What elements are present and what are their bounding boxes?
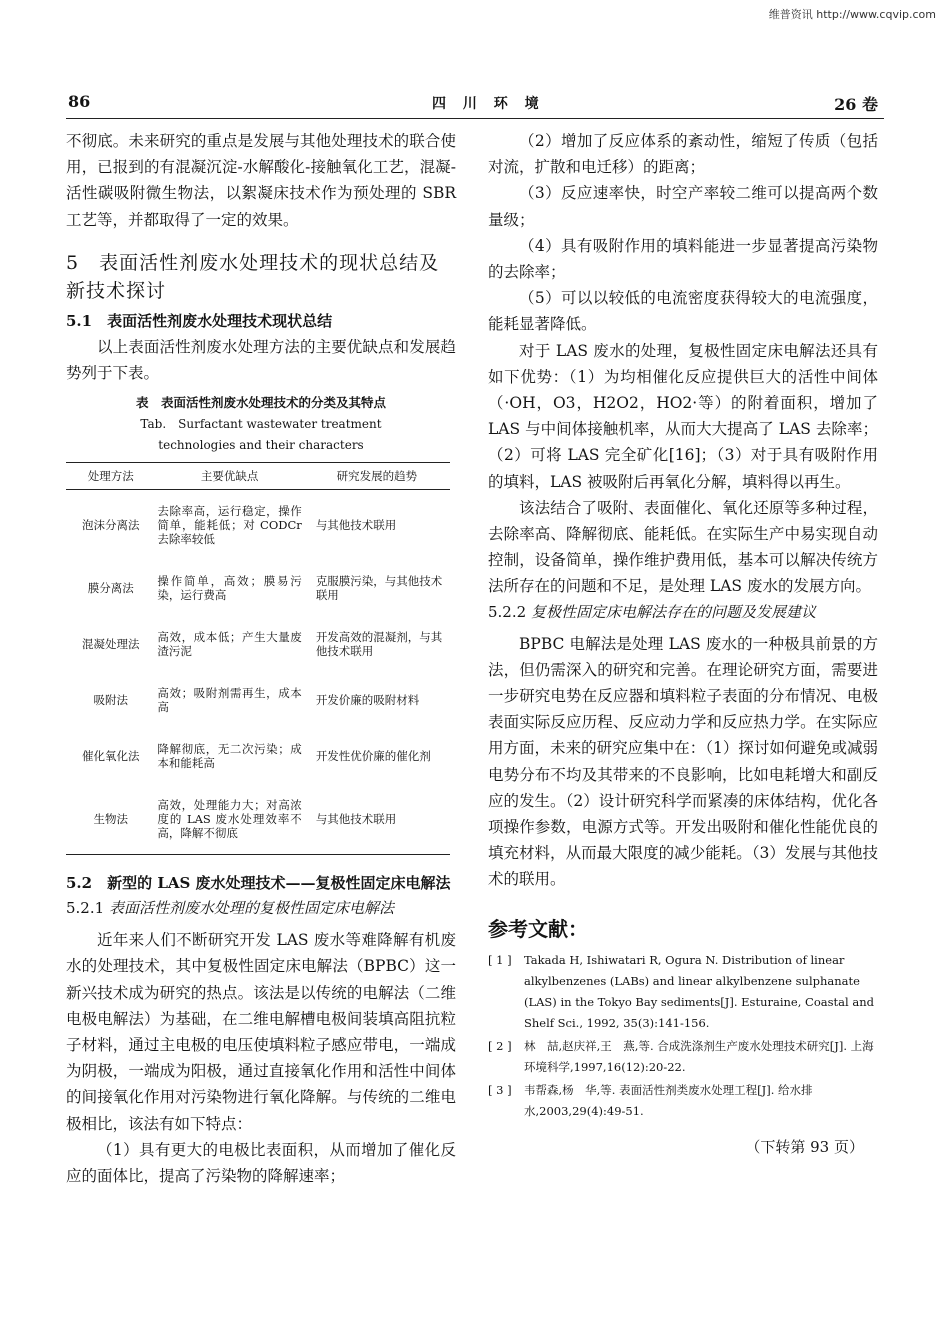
right-column xyxy=(488,128,878,1157)
table-row xyxy=(66,672,450,728)
reference-text: 韦帮森,杨 华,等. 表面活性剂类废水处理工程[J]. 给水排水,2003,29(4):49-51. xyxy=(524,1082,813,1118)
table-row xyxy=(66,616,450,672)
header-rule xyxy=(66,118,884,119)
reference-item xyxy=(488,1080,878,1122)
reference-item xyxy=(488,950,878,1034)
section-5-title: 5 表面活性剂废水处理技术的现状总结及新技术探讨 xyxy=(66,251,440,302)
feature-4: （4）具有吸附作用的填料能进一步显著提高污染物的去除率； xyxy=(488,236,878,282)
section-5-2-title: 5.2 新型的 LAS 废水处理技术——复极性固定床电解法 xyxy=(66,874,451,893)
page-number: 86 xyxy=(68,92,91,111)
section-5-2-1-title xyxy=(66,896,456,921)
feature-3: （3）反应速率快，时空产率较二维可以提高两个数量级； xyxy=(488,184,878,229)
table-cell-method: 混凝处理法 xyxy=(81,637,140,652)
reference-text: Takada H, Ishiwatari R, Ogura N. Distribution of linear alkylbenzenes (LABs) and linear alkylbenzene sulphanate (LAS) in the Tokyo Bay sediments[J]. Esturaine, Coastal and Shelf Sci., 1992, 35(3):141-156. xyxy=(524,952,874,1030)
table-cell-method: 泡沫分离法 xyxy=(81,518,140,533)
table-cell-pros-cons: 高效；吸附剂需再生，成本高 xyxy=(157,686,302,715)
journal-name: 四 川 环 境 xyxy=(432,96,545,112)
table-caption-en-2: technologies and their characters xyxy=(158,438,364,453)
table-cell-pros-cons: 去除率高，运行稳定，操作简单，能耗低；对 CODCr 去除率较低 xyxy=(157,504,302,547)
table-cell-trend: 开发性优价廉的催化剂 xyxy=(315,749,431,764)
reference-number: [ 1 ] xyxy=(488,952,512,967)
section-5-2-2-title xyxy=(488,600,878,625)
table-cell-trend: 开发高效的混凝剂，与其他技术联用 xyxy=(315,630,443,659)
volume-label: 26 卷 xyxy=(834,95,878,114)
table-cell-pros-cons: 高效，成本低；产生大量废渣污泥 xyxy=(157,630,302,659)
table-cell-method: 膜分离法 xyxy=(87,581,134,596)
table-row xyxy=(66,728,450,784)
table-caption-en-1: Tab. Surfactant wastewater treatment xyxy=(140,417,382,432)
table-cell-method: 吸附法 xyxy=(93,693,128,708)
table-header: 研究发展的趋势 xyxy=(304,463,450,490)
table-row xyxy=(66,490,450,561)
reference-text: 林 喆,赵庆祥,王 燕,等. 合成洗涤剂生产废水处理技术研究[J]. 上海环境科学,1997,16(12):20-22. xyxy=(524,1038,874,1074)
table-cell-method: 生物法 xyxy=(66,784,155,855)
table-caption: 表 表面活性剂废水处理技术的分类及其特点 xyxy=(135,395,386,411)
section-5-1-title: 5.1 表面活性剂废水处理技术现状总结 xyxy=(66,311,333,330)
feature-1: （1）具有更大的电极比表面积，从而增加了催化反应的面体比，提高了污染物的降解速率； xyxy=(66,1140,456,1186)
table-cell-pros-cons: 降解彻底，无二次污染；成本和能耗高 xyxy=(157,742,302,771)
reference-number: [ 2 ] xyxy=(488,1038,512,1053)
table-cell-trend: 开发价廉的吸附材料 xyxy=(315,693,420,708)
continued-note: （下转第 93 页） xyxy=(745,1137,864,1156)
watermark: 维普资讯 http://www.cqvip.com xyxy=(768,8,936,21)
reference-item xyxy=(488,1036,878,1078)
table-row xyxy=(66,784,450,855)
intro-paragraph: 不彻底。未来研究的重点是发展与其他处理技术的联合使用，已报到的有混凝沉淀-水解酸化-接触氧化工艺，混凝-活性碳吸附微生物法，以絮凝床技术作为预处理的 SBR 工艺等，并都取得了一定的效果。 xyxy=(66,132,456,229)
table-header: 处理方法 xyxy=(66,463,155,490)
section-5-2-2-heading: 复极性固定床电解法存在的问题及发展建议 xyxy=(530,602,816,621)
table-cell-trend: 与其他技术联用 xyxy=(315,518,397,533)
section-5-1-text: 以上表面活性剂废水处理方法的主要优缺点和发展趋势列于下表。 xyxy=(66,337,456,383)
table-cell-trend: 与其他技术联用 xyxy=(304,784,450,855)
references-heading: 参考文献： xyxy=(488,916,588,941)
table-cell-pros-cons: 操作简单，高效；膜易污染，运行费高 xyxy=(157,574,302,603)
section-5-2-1-heading: 表面活性剂废水处理的复极性固定床电解法 xyxy=(108,899,394,918)
section-5-2-1-number: 5.2.1 xyxy=(66,899,105,918)
table-cell-method: 催化氧化法 xyxy=(81,749,140,764)
table-header: 主要优缺点 xyxy=(155,463,303,490)
left-column xyxy=(66,128,456,1189)
feature-5: （5）可以以较低的电流密度获得较大的电流强度，能耗显著降低。 xyxy=(488,289,878,334)
table-row xyxy=(66,560,450,616)
table-cell-trend: 克服膜污染，与其他技术联用 xyxy=(315,574,443,603)
feature-2: （2）增加了反应体系的紊动性，缩短了传质（包括对流，扩散和电迁移）的距离； xyxy=(488,132,878,177)
section-5-2-2-text: BPBC 电解法是处理 LAS 废水的一种极具前景的方法，但仍需深入的研究和完善。在理论研究方面，需要进一步研究电势在反应器和填料粒子表面的分布情况、电极表面实际反应历程、反应动力学和反应热力学。在实际应用方面，未来的研究应集中在：（1）探讨如何避免或减弱电势分布不均及其带来的不良影响，比如电耗增大和副反应的发生。（2）设计研究科学而紧凑的床体结构，优化各项操作参数，电源方式等。开发出吸附和催化性能优良的填充材料，从而最大限度的减少能耗。（3）发展与其他技术的联用。 xyxy=(488,634,878,889)
section-5-2-2-number: 5.2.2 xyxy=(488,602,527,621)
combination-paragraph: 该法结合了吸附、表面催化、氧化还原等多种过程，去除率高、降解彻底、能耗低。在实际生产中易实现自动控制，设备简单，操作维护费用低，基本可以解决传统方法所存在的问题和不足，是处理 LAS 废水的发展方向。 xyxy=(488,498,878,596)
treatment-table xyxy=(66,462,450,855)
table-cell-pros-cons: 高效，处理能力大；对高浓度的 LAS 废水处理效率不高，降解不彻底 xyxy=(155,784,303,855)
reference-number: [ 3 ] xyxy=(488,1082,512,1097)
advantages-paragraph: 对于 LAS 废水的处理，复极性固定床电解法还具有如下优势：（1）为均相催化反应提供巨大的活性中间体（·OH，O3，H2O2，HO2·等）的附着面积，增加了 LAS 与中间体接触机率，从而大大提高了 LAS 去除率；（2）可将 LAS 完全矿化[16]；（3）对于具有吸附作用的填料，LAS 被吸附后再氧化分解，填料得以再生。 xyxy=(488,341,878,491)
section-5-2-1-text: 近年来人们不断研究开发 LAS 废水等难降解有机废水的处理技术，其中复极性固定床电解法（BPBC）这一新兴技术成为研究的热点。该法是以传统的电解法（二维电极电解法）为基础，在二维电解槽电极间装填高阻抗粒子材料，通过主电极的电压使填料粒子感应带电，一端成为阴极，一端成为阳极，通过直接氧化作用和活性中间体的间接氧化作用对污染物进行氧化降解。与传统的二维电极相比，该法有如下特点： xyxy=(66,931,456,1133)
